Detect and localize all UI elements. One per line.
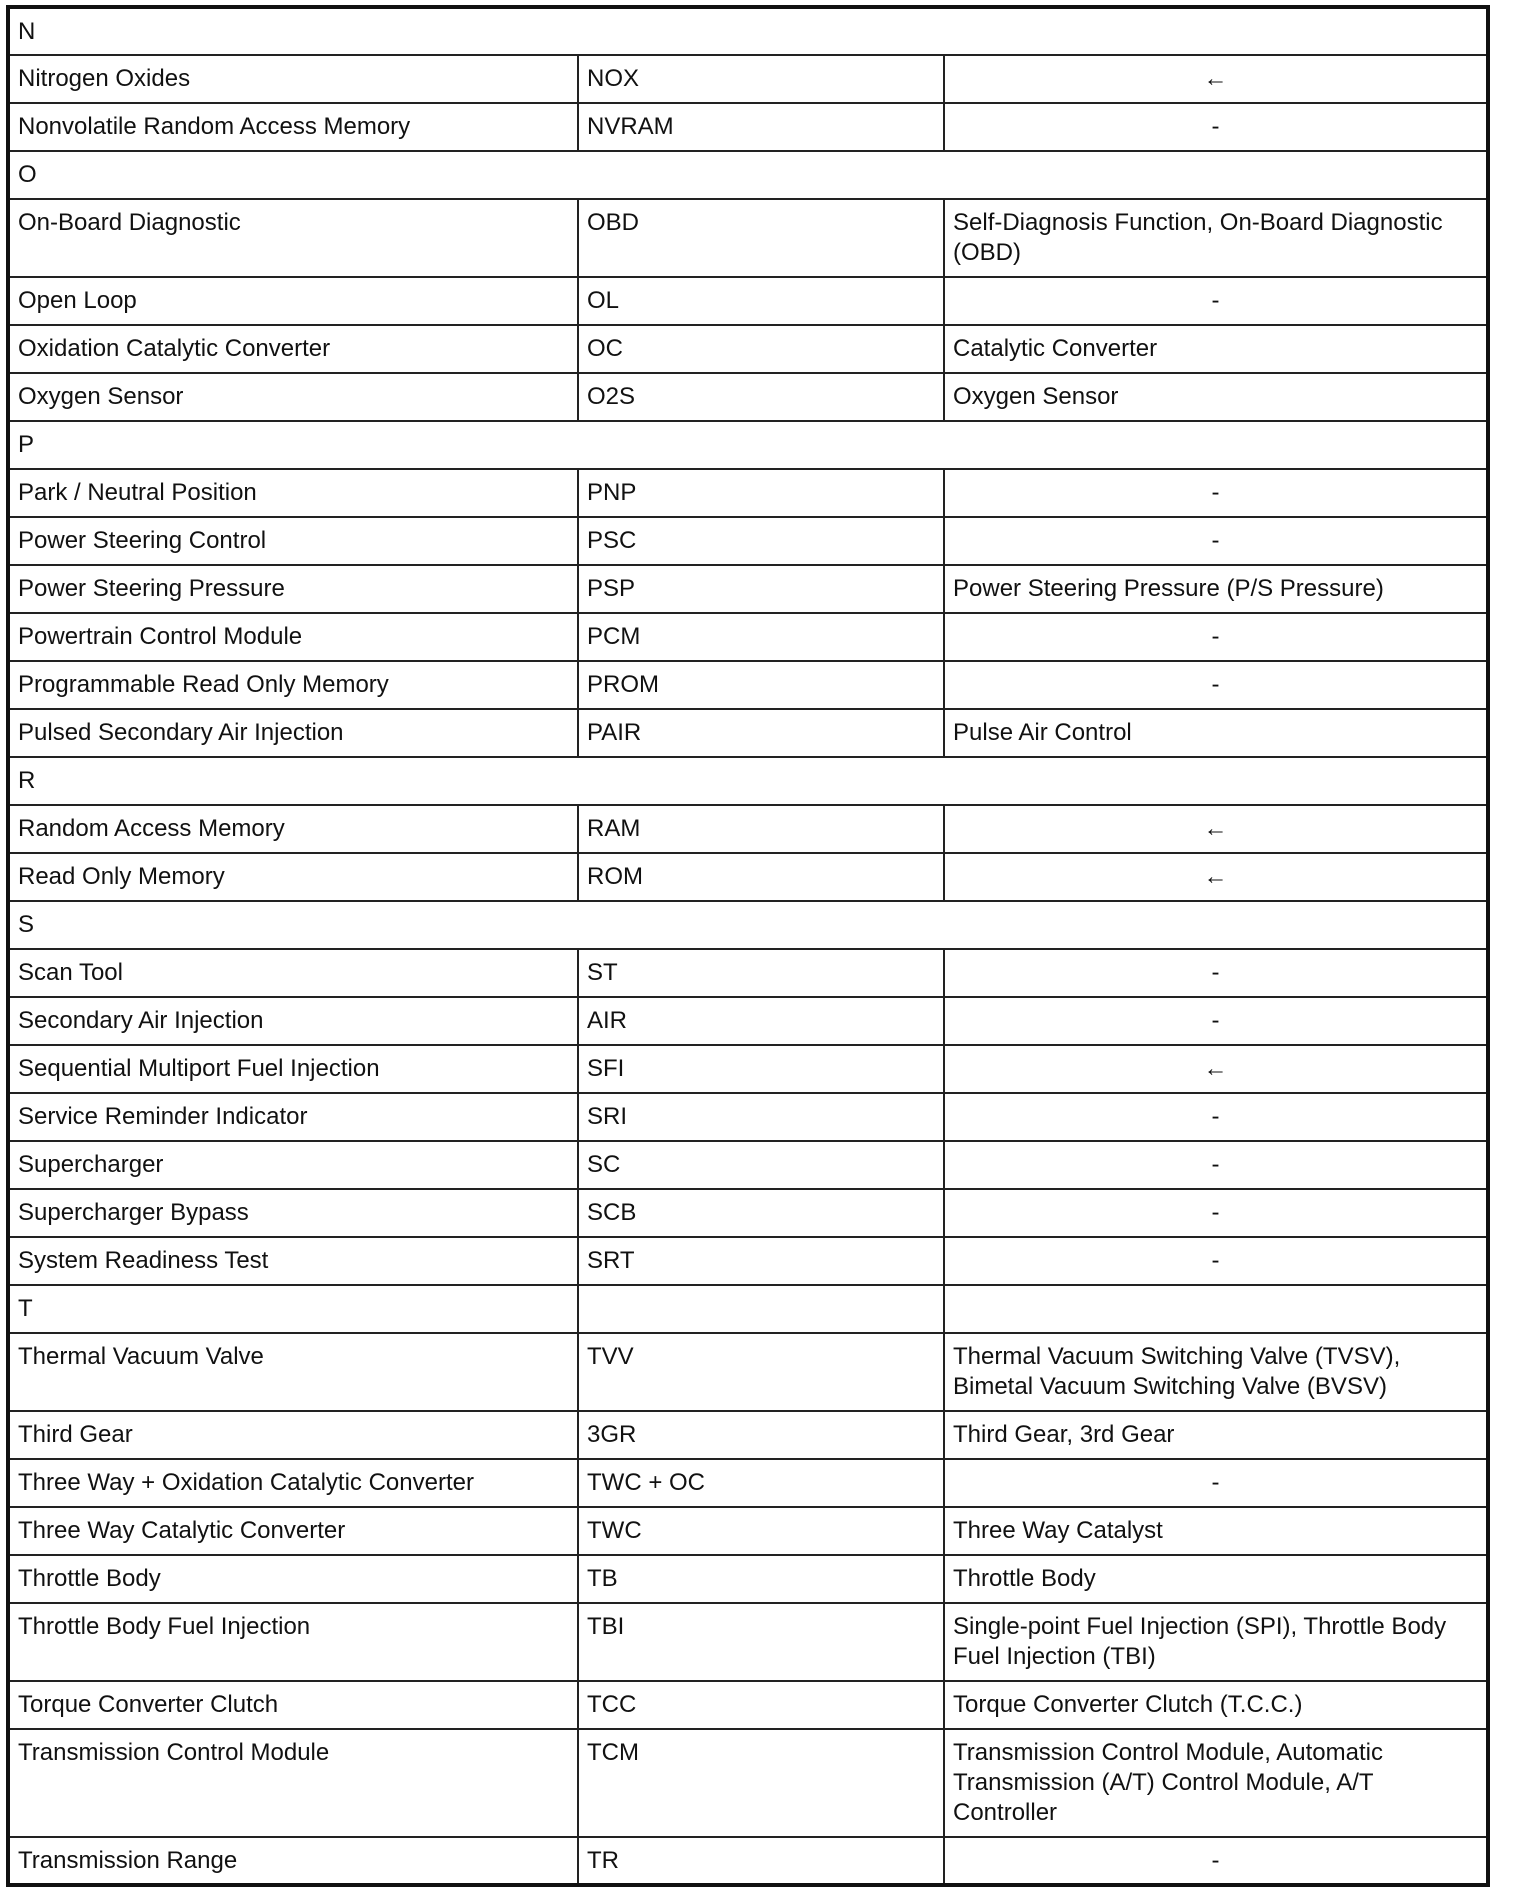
- table-row: [8, 1507, 1488, 1555]
- table-row: [8, 469, 1488, 517]
- section-letter: S: [8, 901, 1488, 949]
- section-header-row: [8, 151, 1488, 199]
- term-cell: Supercharger: [8, 1141, 578, 1189]
- former-term-cell: -: [944, 1237, 1488, 1285]
- former-term-cell: Thermal Vacuum Switching Valve (TVSV), Bimetal Vacuum Switching Valve (BVSV): [944, 1333, 1488, 1411]
- term-cell: Transmission Range: [8, 1837, 578, 1885]
- former-term-cell: ←: [944, 55, 1488, 103]
- term-cell: Programmable Read Only Memory: [8, 661, 578, 709]
- former-term-cell: -: [944, 1141, 1488, 1189]
- abbreviation-cell: PCM: [578, 613, 944, 661]
- abbreviation-cell: PNP: [578, 469, 944, 517]
- term-cell: Three Way + Oxidation Catalytic Converter: [8, 1459, 578, 1507]
- former-term-cell: -: [944, 1189, 1488, 1237]
- term-cell: Thermal Vacuum Valve: [8, 1333, 578, 1411]
- abbreviation-cell: NVRAM: [578, 103, 944, 151]
- former-term-cell: Power Steering Pressure (P/S Pressure): [944, 565, 1488, 613]
- abbreviation-cell: TWC + OC: [578, 1459, 944, 1507]
- section-header-row: [8, 901, 1488, 949]
- table-row: [8, 613, 1488, 661]
- abbreviation-cell: SCB: [578, 1189, 944, 1237]
- section-letter: P: [8, 421, 1488, 469]
- former-term-cell: -: [944, 997, 1488, 1045]
- table-row: [8, 709, 1488, 757]
- abbreviation-cell: PROM: [578, 661, 944, 709]
- abbreviation-cell: PAIR: [578, 709, 944, 757]
- empty-cell: [944, 1285, 1488, 1333]
- section-letter: R: [8, 757, 1488, 805]
- table-row: [8, 1141, 1488, 1189]
- former-term-cell: ←: [944, 1045, 1488, 1093]
- term-cell: Secondary Air Injection: [8, 997, 578, 1045]
- former-term-cell: -: [944, 1093, 1488, 1141]
- former-term-cell: -: [944, 949, 1488, 997]
- table-row: [8, 1411, 1488, 1459]
- section-header-row: [8, 1285, 1488, 1333]
- former-term-cell: -: [944, 103, 1488, 151]
- abbreviation-cell: SFI: [578, 1045, 944, 1093]
- former-term-cell: -: [944, 1459, 1488, 1507]
- former-term-cell: Pulse Air Control: [944, 709, 1488, 757]
- table-row: [8, 199, 1488, 277]
- section-header-row: [8, 7, 1488, 55]
- former-term-cell: Transmission Control Module, Automatic Transmission (A/T) Control Module, A/T Controller: [944, 1729, 1488, 1837]
- term-cell: Service Reminder Indicator: [8, 1093, 578, 1141]
- table-row: [8, 1681, 1488, 1729]
- term-cell: Torque Converter Clutch: [8, 1681, 578, 1729]
- former-term-cell: Three Way Catalyst: [944, 1507, 1488, 1555]
- abbreviation-cell: OL: [578, 277, 944, 325]
- table-row: [8, 1333, 1488, 1411]
- abbreviation-cell: NOX: [578, 55, 944, 103]
- abbreviation-cell: OBD: [578, 199, 944, 277]
- term-cell: Nitrogen Oxides: [8, 55, 578, 103]
- term-cell: Supercharger Bypass: [8, 1189, 578, 1237]
- term-cell: Power Steering Control: [8, 517, 578, 565]
- former-term-cell: Oxygen Sensor: [944, 373, 1488, 421]
- abbreviation-cell: SC: [578, 1141, 944, 1189]
- term-cell: Three Way Catalytic Converter: [8, 1507, 578, 1555]
- term-cell: Throttle Body: [8, 1555, 578, 1603]
- table-row: [8, 1729, 1488, 1837]
- former-term-cell: Self-Diagnosis Function, On-Board Diagnostic (OBD): [944, 199, 1488, 277]
- term-cell: Oxidation Catalytic Converter: [8, 325, 578, 373]
- abbreviation-cell: PSP: [578, 565, 944, 613]
- former-term-cell: -: [944, 469, 1488, 517]
- term-cell: Pulsed Secondary Air Injection: [8, 709, 578, 757]
- abbreviation-cell: AIR: [578, 997, 944, 1045]
- section-letter: N: [8, 7, 1488, 55]
- empty-cell: [578, 1285, 944, 1333]
- term-cell: Nonvolatile Random Access Memory: [8, 103, 578, 151]
- abbreviation-cell: RAM: [578, 805, 944, 853]
- term-cell: Read Only Memory: [8, 853, 578, 901]
- former-term-cell: Torque Converter Clutch (T.C.C.): [944, 1681, 1488, 1729]
- abbreviation-cell: SRI: [578, 1093, 944, 1141]
- former-term-cell: -: [944, 277, 1488, 325]
- abbreviation-cell: O2S: [578, 373, 944, 421]
- table-row: [8, 517, 1488, 565]
- former-term-cell: -: [944, 1837, 1488, 1885]
- table-row: [8, 1555, 1488, 1603]
- term-cell: Power Steering Pressure: [8, 565, 578, 613]
- term-cell: System Readiness Test: [8, 1237, 578, 1285]
- abbreviation-cell: 3GR: [578, 1411, 944, 1459]
- table-row: [8, 853, 1488, 901]
- former-term-cell: Single-point Fuel Injection (SPI), Throttle Body Fuel Injection (TBI): [944, 1603, 1488, 1681]
- abbreviation-cell: TCC: [578, 1681, 944, 1729]
- abbreviation-cell: TR: [578, 1837, 944, 1885]
- term-cell: Open Loop: [8, 277, 578, 325]
- term-cell: Random Access Memory: [8, 805, 578, 853]
- table-row: [8, 949, 1488, 997]
- former-term-cell: Throttle Body: [944, 1555, 1488, 1603]
- section-letter: T: [8, 1285, 578, 1333]
- table-row: [8, 661, 1488, 709]
- table-row: [8, 277, 1488, 325]
- table-row: [8, 1603, 1488, 1681]
- abbreviation-cell: TVV: [578, 1333, 944, 1411]
- term-cell: Park / Neutral Position: [8, 469, 578, 517]
- former-term-cell: -: [944, 661, 1488, 709]
- section-letter: O: [8, 151, 1488, 199]
- table-row: [8, 1093, 1488, 1141]
- table-row: [8, 103, 1488, 151]
- table-row: [8, 1189, 1488, 1237]
- table-row: [8, 55, 1488, 103]
- abbreviation-cell: TBI: [578, 1603, 944, 1681]
- term-cell: Oxygen Sensor: [8, 373, 578, 421]
- former-term-cell: ←: [944, 805, 1488, 853]
- table-row: [8, 997, 1488, 1045]
- abbreviation-cell: TB: [578, 1555, 944, 1603]
- term-cell: On-Board Diagnostic: [8, 199, 578, 277]
- former-term-cell: ←: [944, 853, 1488, 901]
- term-cell: Powertrain Control Module: [8, 613, 578, 661]
- section-header-row: [8, 757, 1488, 805]
- abbreviation-cell: TCM: [578, 1729, 944, 1837]
- former-term-cell: -: [944, 517, 1488, 565]
- former-term-cell: Catalytic Converter: [944, 325, 1488, 373]
- table-row: [8, 1237, 1488, 1285]
- term-cell: Scan Tool: [8, 949, 578, 997]
- table-row: [8, 325, 1488, 373]
- table-body: [8, 7, 1488, 1885]
- former-term-cell: Third Gear, 3rd Gear: [944, 1411, 1488, 1459]
- abbreviation-table: [6, 5, 1490, 1887]
- abbreviation-cell: PSC: [578, 517, 944, 565]
- abbreviation-cell: SRT: [578, 1237, 944, 1285]
- section-header-row: [8, 421, 1488, 469]
- abbreviation-cell: ST: [578, 949, 944, 997]
- table-row: [8, 805, 1488, 853]
- abbreviation-cell: TWC: [578, 1507, 944, 1555]
- term-cell: Transmission Control Module: [8, 1729, 578, 1837]
- term-cell: Sequential Multiport Fuel Injection: [8, 1045, 578, 1093]
- term-cell: Third Gear: [8, 1411, 578, 1459]
- table-row: [8, 1837, 1488, 1885]
- abbreviation-cell: OC: [578, 325, 944, 373]
- abbreviation-cell: ROM: [578, 853, 944, 901]
- former-term-cell: -: [944, 613, 1488, 661]
- table-row: [8, 565, 1488, 613]
- table-row: [8, 1459, 1488, 1507]
- table-row: [8, 373, 1488, 421]
- table-row: [8, 1045, 1488, 1093]
- term-cell: Throttle Body Fuel Injection: [8, 1603, 578, 1681]
